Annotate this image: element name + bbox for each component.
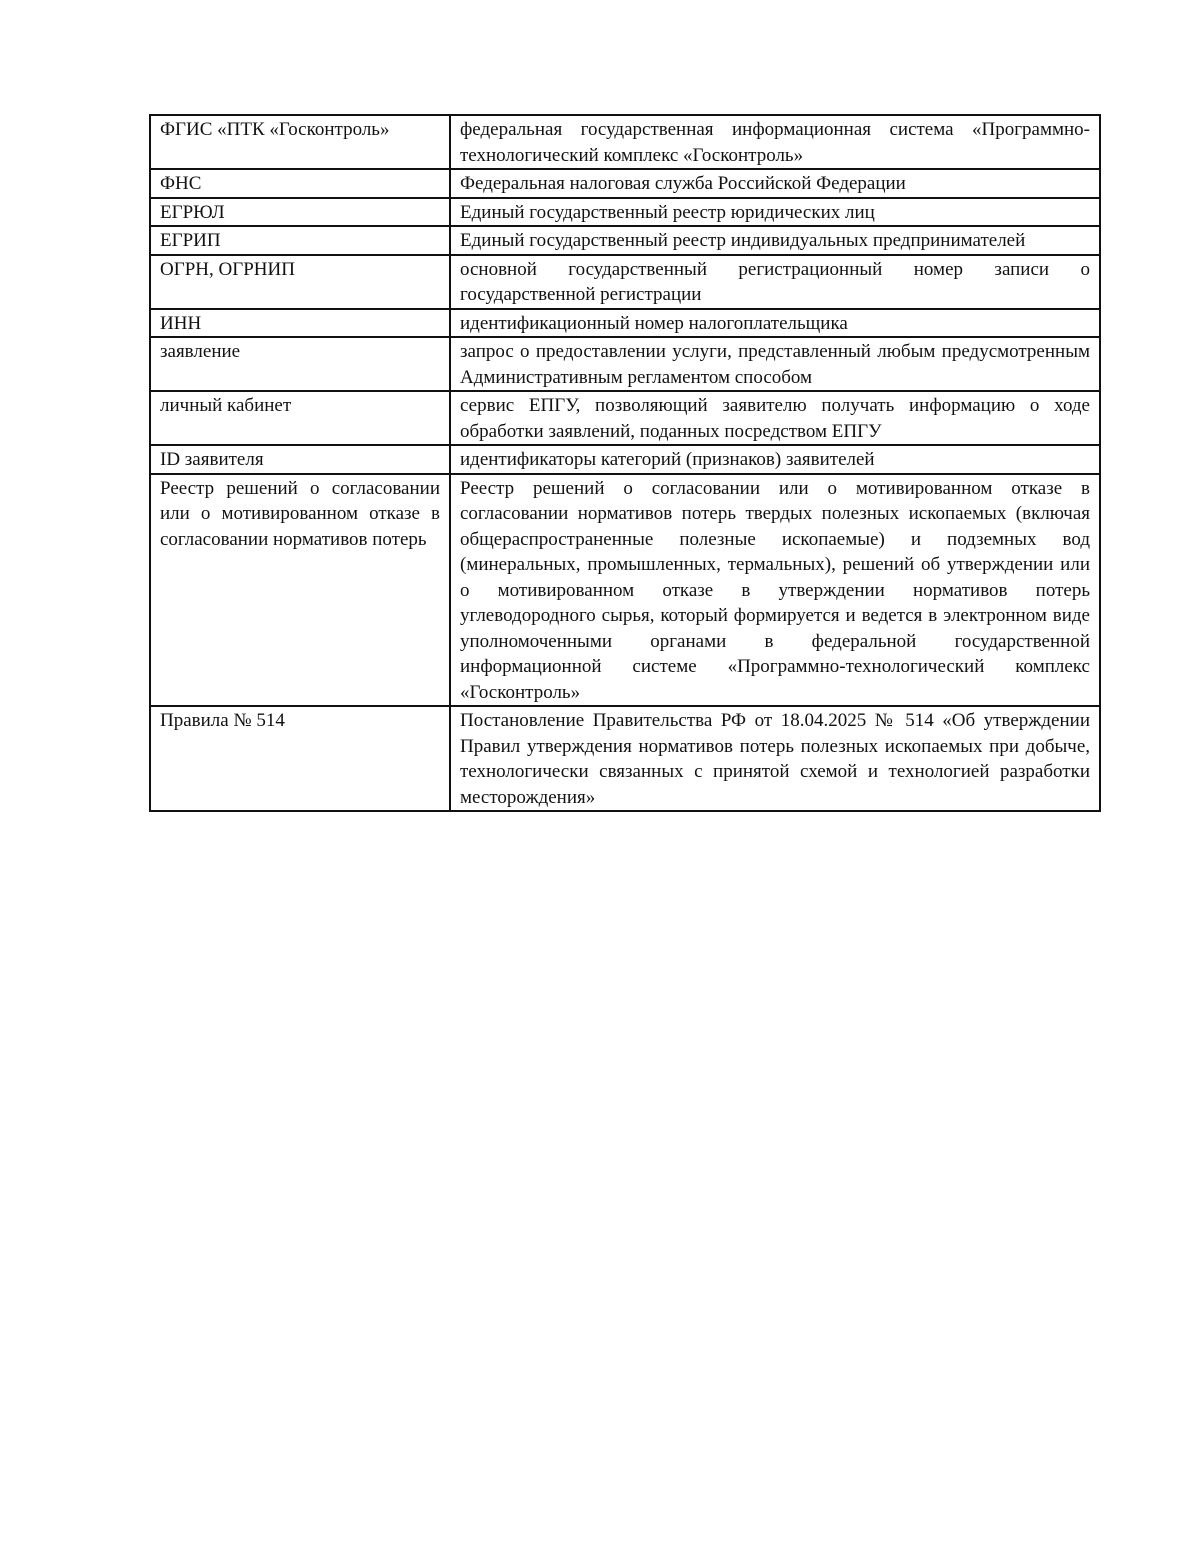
term-cell: личный кабинет <box>150 391 450 445</box>
table-row <box>150 445 1100 474</box>
term-cell: ФГИС «ПТК «Госконтроль» <box>150 115 450 169</box>
definition-cell: идентификаторы категорий (признаков) заявителей <box>450 445 1100 474</box>
term-cell: ID заявителя <box>150 445 450 474</box>
definition-cell: Единый государственный реестр индивидуальных предпринимателей <box>450 226 1100 255</box>
table-row <box>150 706 1100 811</box>
definition-cell: основной государственный регистрационный номер записи о государственной регистрации <box>450 255 1100 309</box>
term-cell: ФНС <box>150 169 450 198</box>
definition-cell: запрос о предоставлении услуги, представленный любым предусмотренным Административным регламентом способом <box>450 337 1100 391</box>
table-row <box>150 226 1100 255</box>
table-row <box>150 337 1100 391</box>
table-row <box>150 474 1100 707</box>
definition-cell: Постановление Правительства РФ от 18.04.2025 № 514 «Об утверждении Правил утверждения нормативов потерь полезных ископаемых при добыче, технологически связанных с принятой схемой и технологией разработки месторождения» <box>450 706 1100 811</box>
term-cell: Правила № 514 <box>150 706 450 811</box>
table-row <box>150 115 1100 169</box>
term-cell: ЕГРИП <box>150 226 450 255</box>
term-cell: заявление <box>150 337 450 391</box>
table-row <box>150 391 1100 445</box>
table-row <box>150 309 1100 338</box>
table-row <box>150 255 1100 309</box>
term-cell: ОГРН, ОГРНИП <box>150 255 450 309</box>
definition-cell: Единый государственный реестр юридических лиц <box>450 198 1100 227</box>
abbreviations-table <box>149 114 1101 812</box>
term-cell: ЕГРЮЛ <box>150 198 450 227</box>
table-row <box>150 198 1100 227</box>
term-cell: ИНН <box>150 309 450 338</box>
definition-cell: Федеральная налоговая служба Российской Федерации <box>450 169 1100 198</box>
definition-cell: федеральная государственная информационная система «Программно-технологический комплекс «Госконтроль» <box>450 115 1100 169</box>
table-row <box>150 169 1100 198</box>
definition-cell: сервис ЕПГУ, позволяющий заявителю получать информацию о ходе обработки заявлений, поданных посредством ЕПГУ <box>450 391 1100 445</box>
definition-cell: Реестр решений о согласовании или о мотивированном отказе в согласовании нормативов потерь твердых полезных ископаемых (включая общераспространенные полезные ископаемые) и подземных вод (минеральных, промышленных, термальных), решений об утверждении или о мотивированном отказе в утверждении нормативов потерь углеводородного сырья, который формируется и ведется в электронном виде уполномоченными органами в федеральной государственной информационной системе «Программно-технологический комплекс «Госконтроль» <box>450 474 1100 707</box>
definition-cell: идентификационный номер налогоплательщика <box>450 309 1100 338</box>
term-cell: Реестр решений о согласовании или о мотивированном отказе в согласовании нормативов потерь <box>150 474 450 707</box>
